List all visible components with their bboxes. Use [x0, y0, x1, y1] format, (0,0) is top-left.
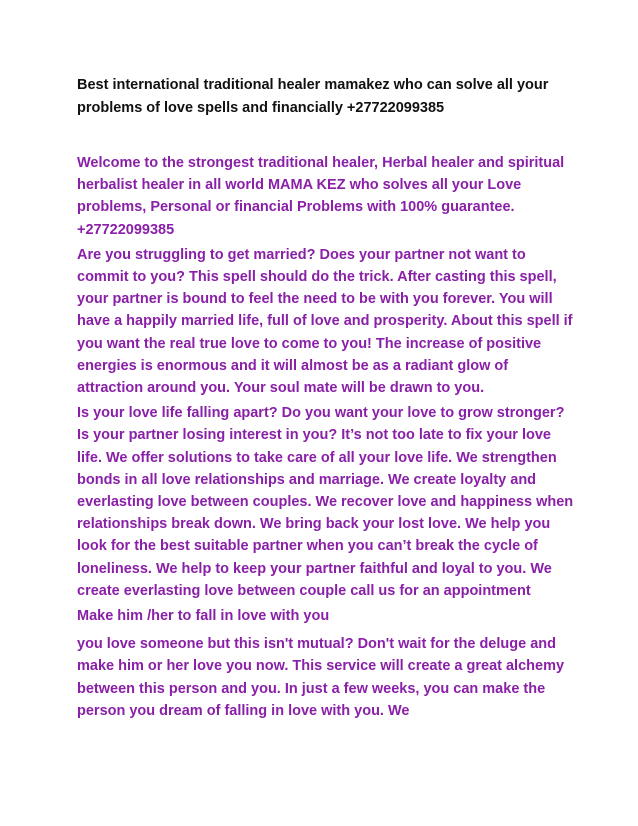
document-body	[77, 152, 577, 725]
welcome-paragraph: Welcome to the strongest traditional healer, Herbal healer and spiritual herbalist healer in all world MAMA KEZ who solves all your Love problems, Personal or financial Problems with 100% guarantee. +27722099385	[77, 155, 565, 238]
struggling-paragraph: Are you struggling to get married? Does your partner not want to commit to you? This spell should do the trick. After casting this spell, your partner is bound to feel the need to be with you forever. You will have a happily married life, full of love and prosperity. About this spell if you want the real true love to come to you! The increase of positive energies is enormous and it will almost be as a radiant glow of attraction around you. Your soul mate will be drawn to you.	[77, 246, 573, 397]
section-heading: Make him /her to fall in love with you	[77, 608, 330, 625]
falling-apart-paragraph: Is your love life falling apart? Do you want your love to grow stronger? Is your partner losing interest in you? It’s not too late to fix your love life. We offer solutions to take care of all your love life. We strengthen bonds in all love relationships and marriage. We create loyalty and everlasting love between couples. We recover love and happiness when relationships break down. We bring back your lost love. We help you look for the best suitable partner when you can’t break the cycle of loneliness. We help to keep your partner faithful and loyal to you. We create everlasting love between couple call us for an appointment	[77, 405, 574, 599]
love-someone-paragraph: you love someone but this isn't mutual? Don't wait for the deluge and make him or her love you now. This service will create a great alchemy between this person and you. In just a few weeks, you can make the person you dream of falling in love with you. We	[77, 636, 565, 719]
document-title: Best international traditional healer mamakez who can solve all your problems of love spells and financially +27722099385	[77, 77, 549, 116]
